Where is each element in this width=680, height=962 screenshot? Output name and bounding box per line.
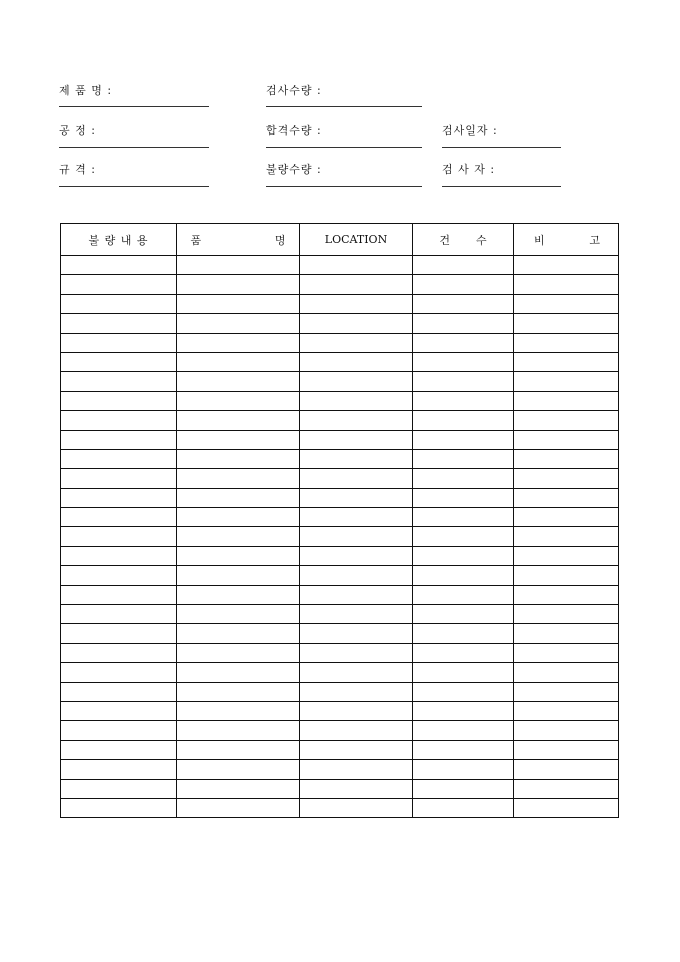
cell-defect-content[interactable] — [61, 624, 177, 643]
cell-defect-content[interactable] — [61, 294, 177, 313]
cell-location[interactable] — [300, 488, 413, 507]
cell-part-name[interactable] — [177, 740, 300, 759]
table-row — [61, 508, 619, 527]
cell-part-name[interactable] — [177, 275, 300, 294]
cell-count[interactable] — [413, 430, 514, 449]
cell-count[interactable] — [413, 469, 514, 488]
table-row — [61, 449, 619, 468]
product-name-underline[interactable] — [59, 106, 209, 107]
cell-location[interactable] — [300, 624, 413, 643]
table-row — [61, 663, 619, 682]
cell-remarks[interactable] — [514, 760, 619, 779]
cell-location[interactable] — [300, 372, 413, 391]
cell-location[interactable] — [300, 449, 413, 468]
cell-count[interactable] — [413, 488, 514, 507]
cell-remarks[interactable] — [514, 449, 619, 468]
cell-count[interactable] — [413, 449, 514, 468]
cell-defect-content[interactable] — [61, 314, 177, 333]
cell-count[interactable] — [413, 294, 514, 313]
cell-remarks[interactable] — [514, 779, 619, 798]
cell-remarks[interactable] — [514, 488, 619, 507]
cell-defect-content[interactable] — [61, 585, 177, 604]
header-defect-content — [61, 224, 177, 256]
cell-count[interactable] — [413, 663, 514, 682]
cell-remarks[interactable] — [514, 624, 619, 643]
cell-location[interactable] — [300, 605, 413, 624]
table-row — [61, 643, 619, 662]
table-row — [61, 779, 619, 798]
cell-remarks[interactable] — [514, 256, 619, 275]
inspect-date-label: 검사일자 : — [442, 124, 498, 137]
cell-remarks[interactable] — [514, 643, 619, 662]
header-count-text-1: 건 — [439, 233, 450, 247]
cell-count[interactable] — [413, 275, 514, 294]
cell-location[interactable] — [300, 275, 413, 294]
cell-count[interactable] — [413, 546, 514, 565]
cell-count[interactable] — [413, 624, 514, 643]
header-remarks — [514, 224, 619, 256]
defect-qty-underline[interactable] — [266, 186, 422, 187]
cell-remarks[interactable] — [514, 294, 619, 313]
cell-remarks[interactable] — [514, 430, 619, 449]
cell-location[interactable] — [300, 294, 413, 313]
cell-remarks[interactable] — [514, 663, 619, 682]
cell-remarks[interactable] — [514, 798, 619, 817]
header-count-text-2: 수 — [476, 233, 487, 247]
cell-part-name[interactable] — [177, 701, 300, 720]
table-row — [61, 585, 619, 604]
header-part-name — [177, 224, 300, 256]
cell-location[interactable] — [300, 643, 413, 662]
cell-count[interactable] — [413, 372, 514, 391]
table-row — [61, 740, 619, 759]
header-defect-content-text: 불 량 내 용 — [88, 233, 149, 247]
cell-defect-content[interactable] — [61, 449, 177, 468]
cell-remarks[interactable] — [514, 275, 619, 294]
header-remarks-text-2: 고 — [589, 233, 600, 247]
cell-defect-content[interactable] — [61, 546, 177, 565]
cell-defect-content[interactable] — [61, 798, 177, 817]
table-row — [61, 275, 619, 294]
cell-defect-content[interactable] — [61, 663, 177, 682]
cell-location[interactable] — [300, 546, 413, 565]
cell-part-name[interactable] — [177, 779, 300, 798]
cell-count[interactable] — [413, 314, 514, 333]
cell-part-name[interactable] — [177, 527, 300, 546]
cell-part-name[interactable] — [177, 333, 300, 352]
pass-qty-underline[interactable] — [266, 147, 422, 148]
table-row — [61, 721, 619, 740]
header-part-name-text-2: 명 — [274, 233, 286, 247]
cell-location[interactable] — [300, 566, 413, 585]
cell-part-name[interactable] — [177, 566, 300, 585]
cell-part-name[interactable] — [177, 314, 300, 333]
cell-remarks[interactable] — [514, 411, 619, 430]
header-count — [413, 224, 514, 256]
table-row — [61, 314, 619, 333]
cell-part-name[interactable] — [177, 372, 300, 391]
spec-underline[interactable] — [59, 186, 209, 187]
cell-count[interactable] — [413, 585, 514, 604]
inspect-date-underline[interactable] — [442, 147, 561, 148]
cell-location[interactable] — [300, 391, 413, 410]
table-row — [61, 372, 619, 391]
cell-defect-content[interactable] — [61, 469, 177, 488]
cell-part-name[interactable] — [177, 256, 300, 275]
table-row — [61, 430, 619, 449]
cell-defect-content[interactable] — [61, 721, 177, 740]
cell-location[interactable] — [300, 721, 413, 740]
cell-part-name[interactable] — [177, 798, 300, 817]
inspector-label: 검 사 자 : — [442, 163, 496, 176]
table-row — [61, 294, 619, 313]
cell-part-name[interactable] — [177, 391, 300, 410]
process-label: 공 정 : — [59, 124, 96, 137]
cell-remarks[interactable] — [514, 314, 619, 333]
cell-remarks[interactable] — [514, 508, 619, 527]
cell-defect-content[interactable] — [61, 488, 177, 507]
defect-table — [60, 223, 619, 818]
table-row — [61, 624, 619, 643]
table-row — [61, 469, 619, 488]
cell-location[interactable] — [300, 469, 413, 488]
cell-count[interactable] — [413, 740, 514, 759]
cell-part-name[interactable] — [177, 585, 300, 604]
cell-defect-content[interactable] — [61, 411, 177, 430]
cell-part-name[interactable] — [177, 469, 300, 488]
cell-part-name[interactable] — [177, 488, 300, 507]
cell-part-name[interactable] — [177, 546, 300, 565]
cell-part-name[interactable] — [177, 663, 300, 682]
cell-part-name[interactable] — [177, 760, 300, 779]
cell-remarks[interactable] — [514, 682, 619, 701]
cell-defect-content[interactable] — [61, 430, 177, 449]
header-location — [300, 224, 413, 256]
cell-defect-content[interactable] — [61, 527, 177, 546]
cell-defect-content[interactable] — [61, 508, 177, 527]
cell-remarks[interactable] — [514, 352, 619, 371]
cell-part-name[interactable] — [177, 294, 300, 313]
defect-qty-label: 불량수량 : — [266, 163, 322, 176]
cell-count[interactable] — [413, 798, 514, 817]
cell-defect-content[interactable] — [61, 740, 177, 759]
cell-count[interactable] — [413, 411, 514, 430]
cell-part-name[interactable] — [177, 411, 300, 430]
table-row — [61, 701, 619, 720]
cell-defect-content[interactable] — [61, 605, 177, 624]
table-body — [61, 256, 619, 818]
cell-remarks[interactable] — [514, 605, 619, 624]
cell-part-name[interactable] — [177, 352, 300, 371]
cell-count[interactable] — [413, 527, 514, 546]
cell-remarks[interactable] — [514, 740, 619, 759]
table-row — [61, 798, 619, 817]
table-row — [61, 488, 619, 507]
cell-count[interactable] — [413, 566, 514, 585]
table-row — [61, 333, 619, 352]
cell-count[interactable] — [413, 333, 514, 352]
cell-remarks[interactable] — [514, 333, 619, 352]
cell-part-name[interactable] — [177, 508, 300, 527]
cell-remarks[interactable] — [514, 372, 619, 391]
cell-defect-content[interactable] — [61, 566, 177, 585]
table-row — [61, 682, 619, 701]
table-row — [61, 256, 619, 275]
header-part-name-text-1: 품 — [190, 233, 202, 247]
cell-part-name[interactable] — [177, 624, 300, 643]
cell-location[interactable] — [300, 314, 413, 333]
cell-defect-content[interactable] — [61, 352, 177, 371]
cell-defect-content[interactable] — [61, 391, 177, 410]
table-row — [61, 352, 619, 371]
cell-location[interactable] — [300, 779, 413, 798]
cell-part-name[interactable] — [177, 643, 300, 662]
cell-count[interactable] — [413, 508, 514, 527]
cell-location[interactable] — [300, 430, 413, 449]
cell-remarks[interactable] — [514, 469, 619, 488]
cell-location[interactable] — [300, 256, 413, 275]
table-row — [61, 760, 619, 779]
table-row — [61, 391, 619, 410]
cell-count[interactable] — [413, 760, 514, 779]
cell-count[interactable] — [413, 352, 514, 371]
cell-count[interactable] — [413, 605, 514, 624]
cell-location[interactable] — [300, 760, 413, 779]
cell-count[interactable] — [413, 779, 514, 798]
pass-qty-label: 합격수량 : — [266, 124, 322, 137]
table-header-row — [61, 224, 619, 256]
cell-defect-content[interactable] — [61, 760, 177, 779]
spec-label: 규 격 : — [59, 163, 96, 176]
cell-location[interactable] — [300, 798, 413, 817]
cell-defect-content[interactable] — [61, 256, 177, 275]
cell-location[interactable] — [300, 352, 413, 371]
cell-count[interactable] — [413, 643, 514, 662]
cell-remarks[interactable] — [514, 585, 619, 604]
cell-count[interactable] — [413, 721, 514, 740]
cell-remarks[interactable] — [514, 391, 619, 410]
cell-count[interactable] — [413, 701, 514, 720]
cell-location[interactable] — [300, 682, 413, 701]
cell-location[interactable] — [300, 701, 413, 720]
table-row — [61, 546, 619, 565]
cell-location[interactable] — [300, 411, 413, 430]
process-underline[interactable] — [59, 147, 209, 148]
cell-count[interactable] — [413, 682, 514, 701]
cell-location[interactable] — [300, 508, 413, 527]
cell-location[interactable] — [300, 333, 413, 352]
cell-location[interactable] — [300, 527, 413, 546]
inspector-underline[interactable] — [442, 186, 561, 187]
table-row — [61, 527, 619, 546]
cell-location[interactable] — [300, 663, 413, 682]
cell-defect-content[interactable] — [61, 701, 177, 720]
cell-remarks[interactable] — [514, 721, 619, 740]
cell-part-name[interactable] — [177, 430, 300, 449]
cell-defect-content[interactable] — [61, 275, 177, 294]
cell-count[interactable] — [413, 391, 514, 410]
inspect-qty-label: 검사수량 : — [266, 84, 322, 97]
table-row — [61, 605, 619, 624]
inspect-qty-underline[interactable] — [266, 106, 422, 107]
table-row — [61, 411, 619, 430]
cell-defect-content[interactable] — [61, 682, 177, 701]
cell-part-name[interactable] — [177, 605, 300, 624]
cell-location[interactable] — [300, 585, 413, 604]
cell-part-name[interactable] — [177, 682, 300, 701]
cell-remarks[interactable] — [514, 527, 619, 546]
cell-part-name[interactable] — [177, 449, 300, 468]
cell-part-name[interactable] — [177, 721, 300, 740]
header-remarks-text-1: 비 — [534, 233, 545, 247]
cell-count[interactable] — [413, 256, 514, 275]
table-row — [61, 566, 619, 585]
cell-defect-content[interactable] — [61, 643, 177, 662]
header-location-text: LOCATION — [324, 233, 388, 246]
cell-remarks[interactable] — [514, 701, 619, 720]
cell-defect-content[interactable] — [61, 333, 177, 352]
product-name-label: 제 품 명 : — [59, 84, 113, 97]
cell-defect-content[interactable] — [61, 779, 177, 798]
cell-defect-content[interactable] — [61, 372, 177, 391]
cell-remarks[interactable] — [514, 566, 619, 585]
cell-remarks[interactable] — [514, 546, 619, 565]
cell-location[interactable] — [300, 740, 413, 759]
